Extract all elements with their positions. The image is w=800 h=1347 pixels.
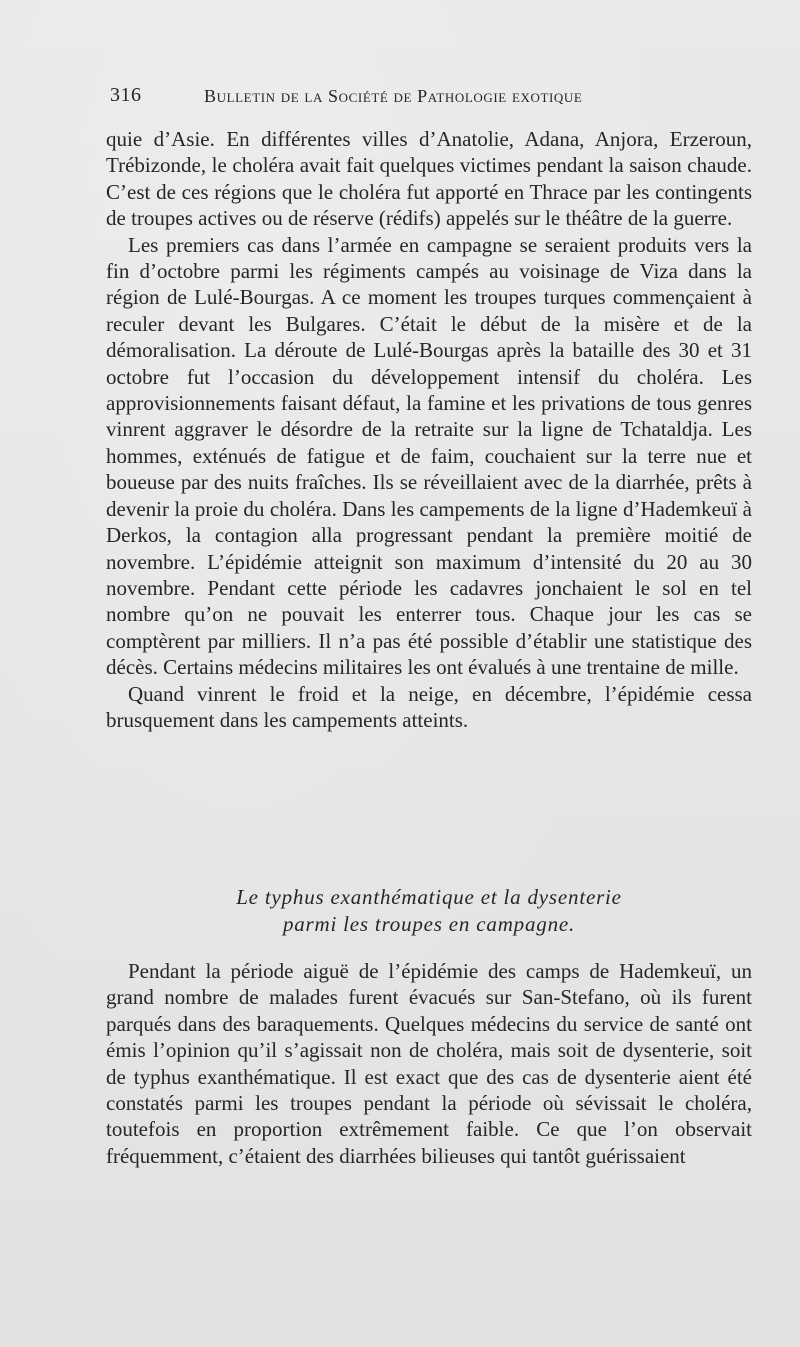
page-number: 316	[110, 84, 142, 106]
section-heading-line: Le typhus exanthématique et la dysenterie	[236, 885, 622, 909]
paragraph: Quand vinrent le froid et la neige, en décembre, l’épidémie cessa brusquement dans les campements atteints.	[106, 681, 752, 732]
paragraph: quie d’Asie. En différentes villes d’Anatolie, Adana, Anjora, Erzeroun, Trébizonde, le choléra avait fait quelques victimes pendant la saison chaude. C’est de ces régions que le choléra fut apporté en Thrace par les contingents de troupes actives ou de réserve (rédifs) appelés sur le théâtre de la guerre.	[106, 127, 752, 231]
section-heading	[106, 884, 752, 938]
section-body-text	[106, 958, 752, 1169]
running-head	[110, 84, 670, 114]
paragraph: Pendant la période aiguë de l’épidémie des camps de Hademkeuï, un grand nombre de malades furent évacués sur San-Stefano, où ils furent parqués dans des baraquements. Quelques médecins du service de santé ont émis l’opinion qu’il s’agissait non de choléra, mais soit de dysenterie, soit de typhus exanthématique. Il est exact que des cas de dysenterie aient été constatés parmi les troupes pendant la période où sévissait le choléra, toutefois en proportion extrêmement faible. Ce que l’on observait fréquemment, c’étaient des diarrhées bilieuses qui tantôt guérissaient	[106, 959, 752, 1168]
section-heading-line: parmi les troupes en campagne.	[282, 912, 576, 936]
paragraph: Les premiers cas dans l’armée en campagne se seraient produits vers la fin d’octobre parmi les régiments campés au voisinage de Viza dans la région de Lulé-Bourgas. A ce moment les troupes turques commençaient à reculer devant les Bulgares. C’était le début de la misère et de la démoralisation. La déroute de Lulé-Bourgas après la bataille des 30 et 31 octobre fut l’occasion du développement intensif du choléra. Les approvisionnements faisant défaut, la famine et les privations de tous genres vinrent aggraver le désordre de la retraite sur la ligne de Tchataldja. Les hommes, exténués de fatigue et de faim, couchaient sur la terre nue et boueuse par des nuits fraîches. Ils se réveillaient avec de la diarrhée, prêts à devenir la proie du choléra. Dans les campements de la ligne d’Hademkeuï à Derkos, la contagion alla progressant pendant la première moitié de novembre. L’épidémie atteignit son maximum d’intensité du 20 au 30 novembre. Pendant cette période les cadavres jonchaient le sol en tel nombre qu’on ne pouvait les enterrer tous. Chaque jour les cas se comptèrent par milliers. Il n’a pas été possible d’établir une statistique des décès. Certains médecins militaires les ont évalués à une trentaine de mille.	[106, 232, 752, 680]
body-text	[106, 126, 752, 733]
journal-title: Bulletin de la Société de Pathologie exotique	[204, 86, 583, 106]
